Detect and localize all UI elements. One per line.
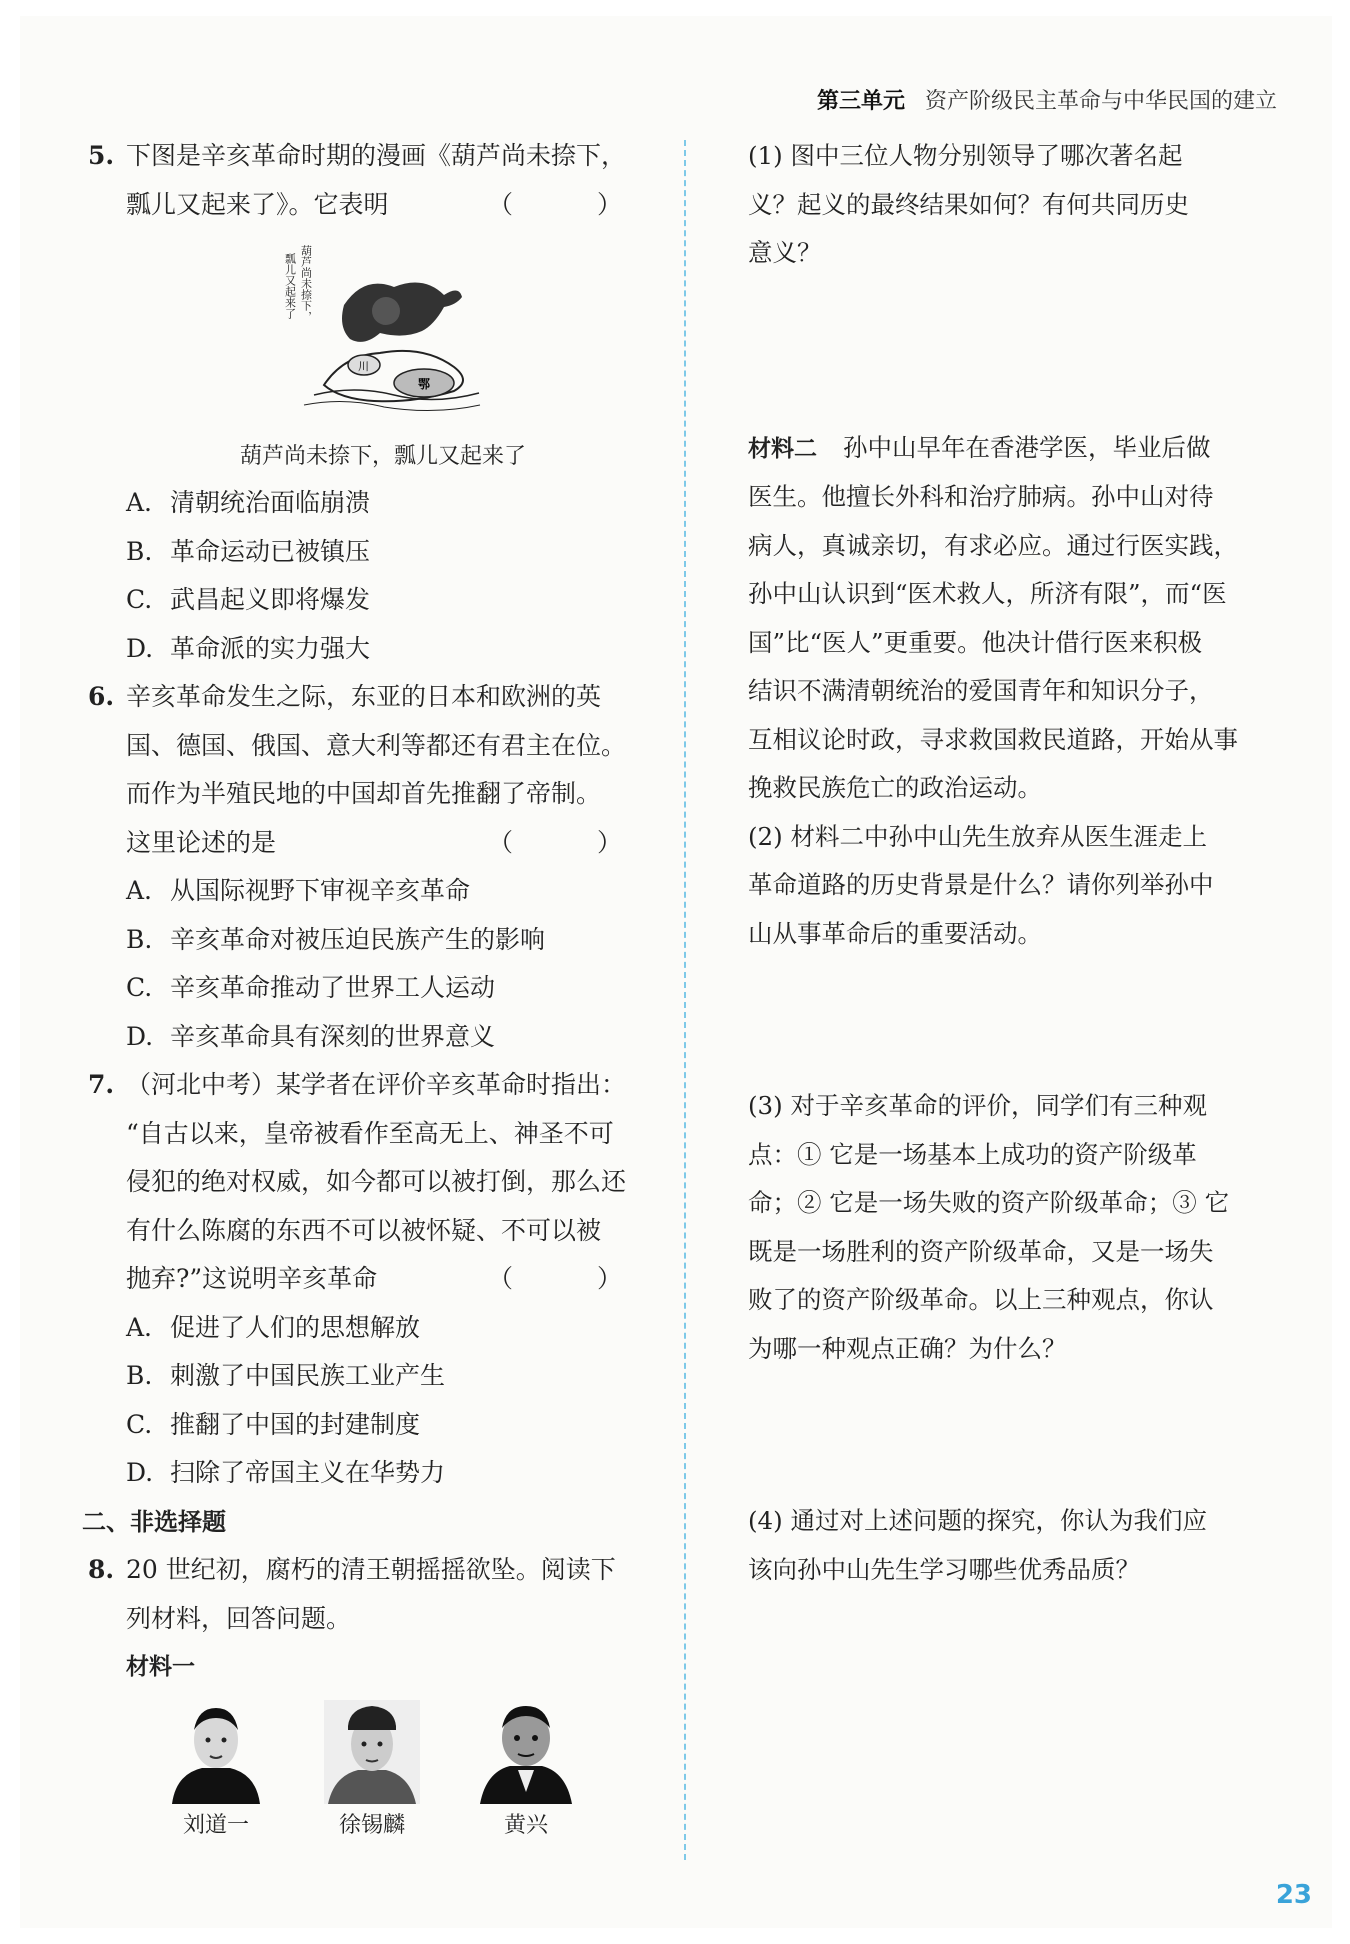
question-text: 侵犯的绝对权威，如今都可以被打倒，那么还: [126, 1167, 627, 1196]
cartoon-image: [284, 235, 486, 421]
question-number: 5.: [88, 141, 115, 170]
material-text: 病人，真诚亲切，有求必应。通过行医实践，: [748, 530, 1238, 560]
header-unit: 第三单元: [816, 89, 905, 114]
question-text: （河北中考）某学者在评价辛亥革命时指出：: [126, 1070, 627, 1099]
question-text: 义？起义的最终结果如何？有何共同历史: [748, 189, 1189, 219]
question-number: 6.: [88, 682, 115, 711]
material-2-label: 材料二: [748, 435, 817, 462]
portrait-row: [88, 1700, 660, 1850]
left-column: [82, 132, 660, 1850]
material-2: [748, 424, 1280, 813]
sub-question-2: [748, 813, 1280, 959]
answer-blank[interactable]: （ ）: [488, 827, 660, 857]
question-text: 而作为半殖民地的中国却首先推翻了帝制。: [126, 779, 602, 808]
material-1-label: 材料一: [126, 1654, 195, 1680]
section-title: 二、非选择题: [82, 1507, 226, 1536]
answer-space[interactable]: [748, 278, 1280, 424]
question-number: 7.: [88, 1070, 115, 1099]
question-text: 命；② 它是一场失败的资产阶级革命；③ 它: [748, 1188, 1230, 1217]
material-text: 国”比“医人”更重要。他决计借行医来积极: [748, 627, 1203, 657]
right-column: [748, 132, 1280, 1594]
question-text: “自古以来，皇帝被看作至高无上、神圣不可: [126, 1118, 614, 1148]
portrait-xu-xilin: [324, 1700, 420, 1844]
question-text: 既是一场胜利的资产阶级革命，又是一场失: [748, 1236, 1214, 1266]
question-8: [88, 1546, 660, 1850]
question-text: (1) 图中三位人物分别领导了哪次著名起: [748, 141, 1183, 170]
sub-question-1: [748, 132, 1280, 278]
option-a[interactable]: A. 从国际视野下审视辛亥革命: [126, 876, 471, 905]
question-text: 革命道路的历史背景是什么？请你列举孙中: [748, 870, 1214, 899]
header-title: 资产阶级民主革命与中华民国的建立: [924, 89, 1277, 114]
question-text: 下图是辛亥革命时期的漫画《葫芦尚未捺下，: [126, 141, 627, 170]
question-text: (3) 对于辛亥革命的评价，同学们有三种观: [748, 1091, 1207, 1120]
portrait-image: [324, 1700, 420, 1804]
option-b[interactable]: B. 刺激了中国民族工业产生: [126, 1361, 446, 1390]
question-text: 瓢儿又起来了》。它表明: [126, 189, 389, 219]
column-divider: [684, 140, 686, 1860]
portrait-huang-xing: [478, 1700, 574, 1844]
figure-caption: 葫芦尚未捺下，瓢儿又起来了: [239, 444, 526, 469]
material-text: 挽救民族危亡的政治运动。: [748, 773, 1042, 802]
question-text: 该向孙中山先生学习哪些优秀品质？: [748, 1554, 1140, 1584]
page-number: 23: [1275, 1880, 1312, 1910]
question-7: [88, 1061, 660, 1498]
question-text: 点：① 它是一场基本上成功的资产阶级革: [748, 1139, 1197, 1169]
answer-blank[interactable]: （ ）: [488, 189, 660, 219]
portrait-name: 刘道一: [182, 1812, 249, 1838]
material-text: 医生。他擅长外科和治疗肺病。孙中山对待: [748, 482, 1214, 511]
cartoon-label: 鄂: [418, 377, 431, 391]
material-text: 孙中山认识到“医术救人，所济有限”，而“医: [748, 579, 1227, 608]
portrait-image: [478, 1700, 574, 1804]
cartoon-label: 川: [358, 360, 369, 373]
cartoon-title-part: 瓢儿又起来了: [284, 253, 297, 319]
question-text: 败了的资产阶级革命。以上三种观点，你认: [748, 1285, 1214, 1314]
portrait-name: 徐锡麟: [338, 1812, 405, 1838]
portrait-name: 黄兴: [503, 1812, 548, 1838]
question-text: 有什么陈腐的东西不可以被怀疑、不可以被: [126, 1215, 602, 1245]
question-text: 列材料，回答问题。: [126, 1603, 352, 1633]
answer-blank[interactable]: （ ）: [488, 1264, 660, 1293]
sub-question-3: [748, 1082, 1280, 1373]
question-text: (2) 材料二中孙中山先生放弃从医生涯走上: [748, 821, 1207, 851]
question-text: 这里论述的是: [126, 827, 277, 857]
answer-space[interactable]: [748, 958, 1280, 1082]
question-text: (4) 通过对上述问题的探究，你认为我们应: [748, 1506, 1207, 1535]
option-a[interactable]: A. 清朝统治面临崩溃: [126, 488, 371, 517]
portrait-liu-daoyi: [168, 1700, 264, 1844]
question-text: 山从事革命后的重要活动。: [748, 918, 1042, 948]
option-a[interactable]: A. 促进了人们的思想解放: [126, 1312, 421, 1342]
cartoon-title-part: 葫芦尚未捺下，: [299, 245, 313, 322]
option-d[interactable]: D. 革命派的实力强大: [126, 633, 371, 663]
question-text: 20 世纪初，腐朽的清王朝摇摇欲坠。阅读下: [126, 1555, 616, 1584]
question-text: 意义？: [748, 238, 822, 267]
option-d[interactable]: D. 辛亥革命具有深刻的世界意义: [126, 1021, 496, 1051]
option-c[interactable]: C. 武昌起义即将爆发: [126, 585, 371, 614]
question-number: 8.: [88, 1555, 115, 1584]
question-text: 为哪一种观点正确？为什么？: [748, 1333, 1067, 1363]
question-5: [88, 132, 660, 673]
page-header: [817, 84, 1277, 115]
material-text: 互相议论时政，寻求救国救民道路，开始从事: [748, 724, 1238, 754]
option-c[interactable]: C. 推翻了中国的封建制度: [126, 1409, 421, 1439]
question-text: 辛亥革命发生之际，东亚的日本和欧洲的英: [126, 682, 602, 711]
option-c[interactable]: C. 辛亥革命推动了世界工人运动: [126, 973, 496, 1002]
material-text: 孙中山早年在香港学医，毕业后做: [843, 432, 1211, 462]
material-text: 结识不满清朝统治的爱国青年和知识分子，: [748, 676, 1214, 705]
question-6: [88, 673, 660, 1061]
portrait-image: [168, 1700, 264, 1804]
question-text: 抛弃?”这说明辛亥革命: [126, 1264, 378, 1293]
option-b[interactable]: B. 辛亥革命对被压迫民族产生的影响: [126, 924, 546, 954]
option-d[interactable]: D. 扫除了帝国主义在华势力: [126, 1458, 446, 1487]
option-b[interactable]: B. 革命运动已被镇压: [126, 536, 371, 566]
answer-space[interactable]: [748, 1373, 1280, 1497]
sub-question-4: [748, 1497, 1280, 1594]
question-text: 国、德国、俄国、意大利等都还有君主在位。: [126, 730, 627, 760]
